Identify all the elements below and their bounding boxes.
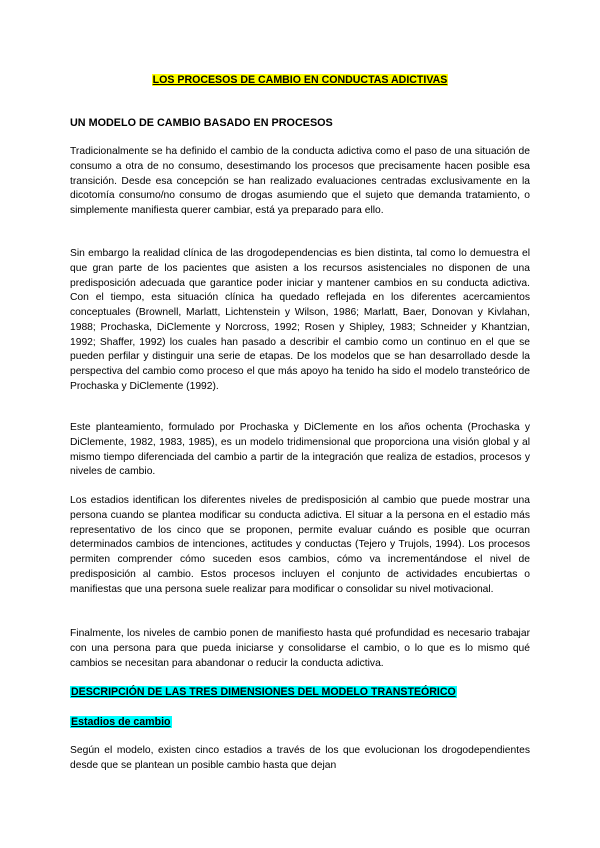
subsection-heading: Estadios de cambio xyxy=(71,716,171,728)
paragraph-model-approach: Este planteamiento, formulado por Prochaska y DiClemente en los años ochenta (Prochaska y DiClemente, 1982, 1983, 1985), es un modelo tridimensional que proporciona una visión global y al mismo tiempo diferenciada del cambio a partir de la integración que realiza de estadios, procesos y niveles de cambio. xyxy=(70,422,530,478)
document-subtitle: UN MODELO DE CAMBIO BASADO EN PROCESOS xyxy=(70,117,333,129)
paragraph-stages-intro: Según el modelo, existen cinco estadios a través de los que evolucionan los drogodependientes desde que se plantean un posible cambio hasta que dejan xyxy=(70,745,530,771)
paragraph-intro: Tradicionalmente se ha definido el cambio de la conducta adictiva como el paso de una situación de consumo a otra de no consumo, desestimando los procesos que precisamente hacen posible esa transición. Desde esa concepción se han realizado evaluaciones centradas exclusivamente en la dicotomía consumo/no consumo de drogas asumiendo que el sujeto que demanda tratamiento, o simplemente manifiesta querer cambiar, está ya preparado para ello. xyxy=(70,146,530,216)
paragraph-stages: Los estadios identifican los diferentes niveles de predisposición al cambio que puede mostrar una persona cuando se plantea modificar su conducta adictiva. El situar a la persona en el estadio más representativo de los cinco que se proponen, permite evaluar cuándo es posible que ocurran determinados cambios de intenciones, actitudes y conductas (Tejero y Trujols, 1994). Los procesos permiten comprender cómo suceden esos cambios, cómo va incrementándose el nivel de predisposición al cambio. Estos procesos incluyen el conjunto de actividades encubiertas o manifiestas que una persona suele realizar para modificar o consolidar su nivel motivacional. xyxy=(70,495,530,595)
section-heading: DESCRIPCIÓN DE LAS TRES DIMENSIONES DEL MODELO TRANSTEÓRICO xyxy=(71,686,456,698)
paragraph-levels: Finalmente, los niveles de cambio ponen de manifiesto hasta qué profundidad es necesario trabajar con una persona para que pueda iniciarse y consolidarse el cambio, o lo que es lo mismo qué cambios se necesitan para abandonar o reducir la conducta adictiva. xyxy=(70,628,530,669)
paragraph-clinical-reality: Sin embargo la realidad clínica de las drogodependencias es bien distinta, tal como lo demuestra el que gran parte de los pacientes que asisten a los recursos asistenciales no disponen de una predisposición adecuada que garantice poder iniciar y mantener cambios en su conducta adictiva. Con el tiempo, esta situación clínica ha quedado reflejada en los diferentes acercamientos conceptuales (Brownell, Marlatt, Lichtenstein y Wilson, 1986; Marlatt, Baer, Donovan y Kivlahan, 1988; Prochaska, DiClemente y Norcross, 1992; Rosen y Shipley, 1983; Schneider y Khantzian, 1992; Shaffer, 1992) los cuales han pasado a describir el cambio como un continuo en el que se pueden perfilar y distinguir una serie de etapas. De los modelos que se han desarrollado desde la perspectiva del cambio como proceso el que más apoyo ha tenido ha sido el modelo transteórico de Prochaska y DiClemente (1992). xyxy=(70,248,530,392)
title-container xyxy=(0,70,600,88)
document-title: LOS PROCESOS DE CAMBIO EN CONDUCTAS ADICTIVAS xyxy=(152,74,448,86)
